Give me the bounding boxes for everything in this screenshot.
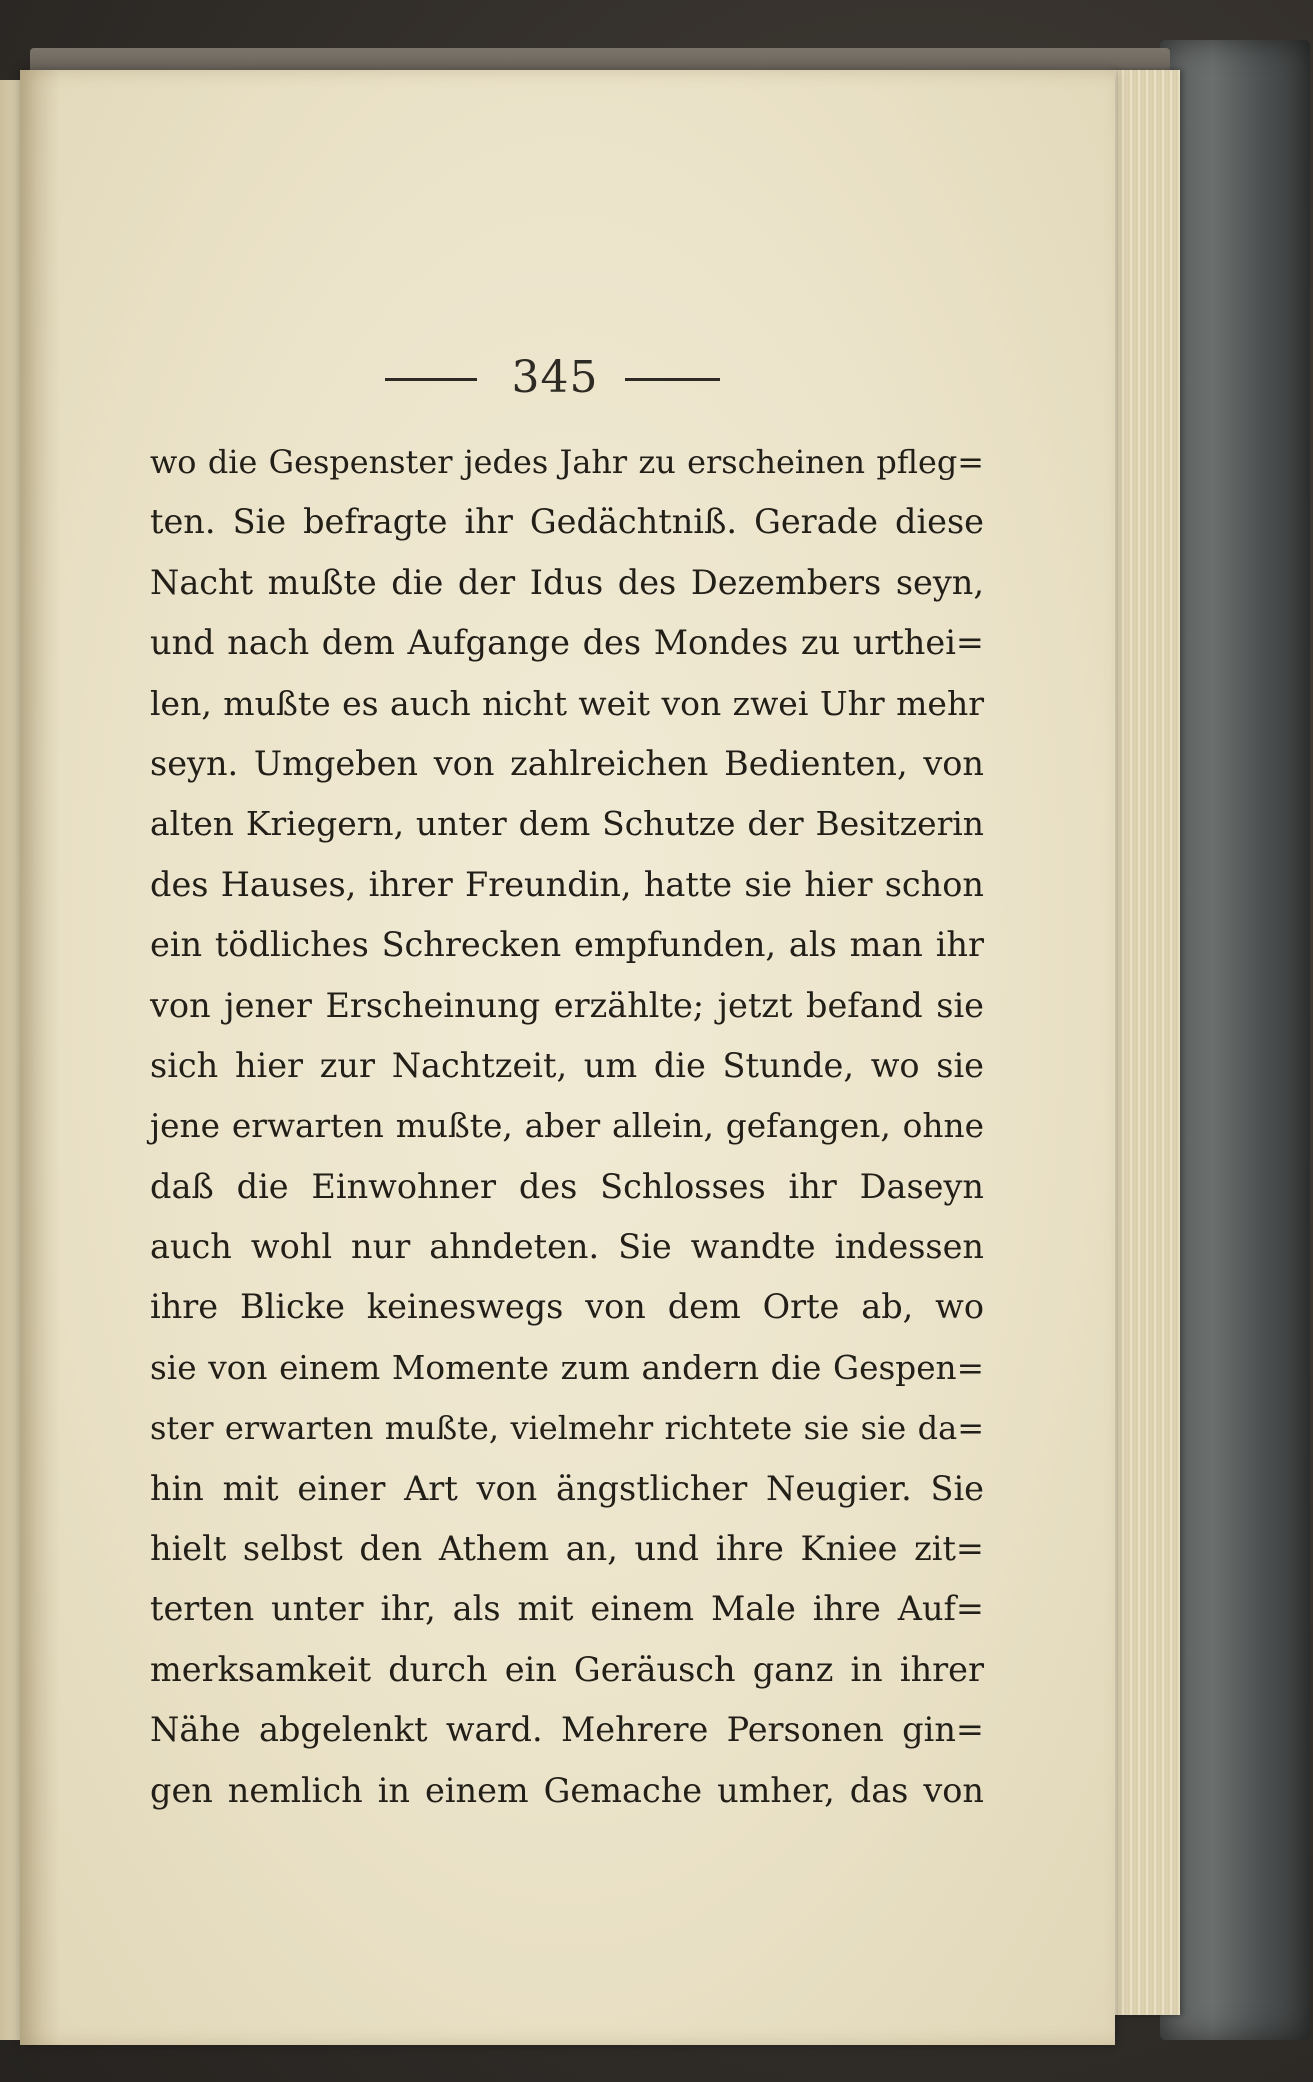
text-line: terten unter ihr, als mit einem Male ihre Auf= <box>150 1589 984 1629</box>
text-line: des Hauses, ihrer Freundin, hatte sie hier schon <box>150 864 984 904</box>
text-line: und nach dem Aufgange des Mondes zu urthei= <box>150 623 984 663</box>
text-line: wo die Gespenster jedes Jahr zu erscheinen pfleg= <box>150 443 984 481</box>
text-line: sie von einem Momente zum andern die Gespen= <box>150 1348 984 1387</box>
text-line: seyn. Umgeben von zahlreichen Bedienten, von <box>150 743 984 783</box>
text-line: hielt selbst den Athem an, und ihre Kniee zit= <box>150 1529 984 1569</box>
text-line: Nacht mußte die der Idus des Dezembers seyn, <box>150 562 984 602</box>
text-line: alten Kriegern, unter dem Schutze der Besitzerin <box>150 804 984 844</box>
text-line: len, mußte es auch nicht weit von zwei Uhr mehr <box>150 683 984 723</box>
text-line: ten. Sie befragte ihr Gedächtniß. Gerade diese <box>150 502 984 542</box>
text-line: merksamkeit durch ein Geräusch ganz in ihrer <box>150 1649 984 1689</box>
text-line: ster erwarten mußte, vielmehr richtete sie sie da= <box>150 1409 984 1448</box>
page-stack-edges <box>1110 70 1180 2015</box>
text-line: ein tödliches Schrecken empfunden, als man ihr <box>150 925 984 965</box>
page-number: 345 <box>511 352 599 403</box>
gutter-shadow <box>20 70 60 2045</box>
book-page <box>20 70 1115 2045</box>
header-rule-left <box>385 378 477 381</box>
body-text <box>150 432 984 1821</box>
text-line: Nähe abgelenkt ward. Mehrere Personen gin= <box>150 1710 984 1750</box>
text-line: hin mit einer Art von ängstlicher Neugier. Sie <box>150 1468 984 1508</box>
text-line: jene erwarten mußte, aber allein, gefangen, ohne <box>150 1107 984 1146</box>
text-line: auch wohl nur ahndeten. Sie wandte indessen <box>150 1227 984 1267</box>
text-line: sich hier zur Nachtzeit, um die Stunde, wo sie <box>150 1045 984 1085</box>
text-line: daß die Einwohner des Schlosses ihr Daseyn <box>150 1166 984 1206</box>
text-line: von jener Erscheinung erzählte; jetzt befand sie <box>150 985 984 1025</box>
text-line: ihre Blicke keineswegs von dem Orte ab, wo <box>150 1287 984 1327</box>
book-cover-edge <box>1160 40 1310 2040</box>
header-rule-right <box>625 378 720 381</box>
text-line: gen nemlich in einem Gemache umher, das von <box>150 1770 984 1810</box>
